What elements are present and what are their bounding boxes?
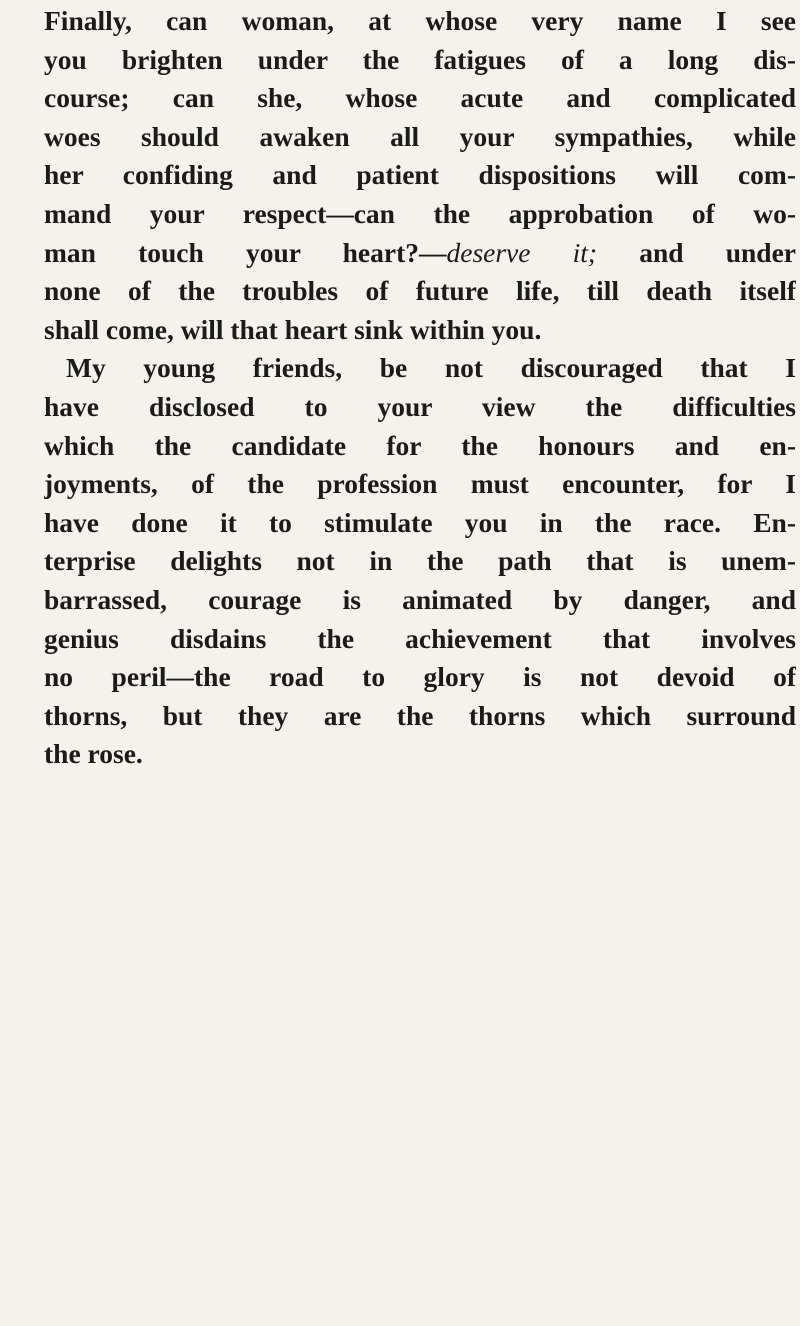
text-line: which the candidate for the honours and en- xyxy=(44,429,796,461)
text-segment: man touch your heart?— xyxy=(44,236,447,268)
text-line: woes should awaken all your sympathies, while xyxy=(44,120,796,152)
text-line: no peril—the road to glory is not devoid of xyxy=(44,661,796,693)
text-line: Finally, can woman, at whose very name I see xyxy=(44,5,796,36)
text-line: My young friends, be not discouraged that I xyxy=(66,352,796,384)
text-line: joyments, of the profession must encounter, for I xyxy=(44,468,796,500)
text-line: none of the troubles of future life, till death itself xyxy=(44,275,796,307)
text-line: shall come, will that heart sink within you. xyxy=(44,313,542,345)
text-line: you brighten under the fatigues of a long dis- xyxy=(44,43,796,75)
text-line: course; can she, whose acute and complicated xyxy=(44,82,796,114)
text-line: have disclosed to your view the difficulties xyxy=(44,390,796,422)
text-line: mand your respect—can the approbation of wo- xyxy=(44,197,796,229)
text-line-mixed xyxy=(44,234,796,273)
text-line: the rose. xyxy=(44,738,143,770)
italic-phrase: deserve it; xyxy=(446,236,598,268)
text-segment: and under xyxy=(597,236,796,268)
text-line: barrassed, courage is animated by danger, and xyxy=(44,583,796,615)
text-line: genius disdains the achievement that involves xyxy=(44,622,796,654)
body-text xyxy=(44,2,796,774)
text-line: thorns, but they are the thorns which surround xyxy=(44,699,796,731)
text-line: terprise delights not in the path that is unem- xyxy=(44,545,796,577)
text-line: her confiding and patient dispositions will com- xyxy=(44,159,796,191)
text-line: have done it to stimulate you in the race. En- xyxy=(44,506,796,538)
